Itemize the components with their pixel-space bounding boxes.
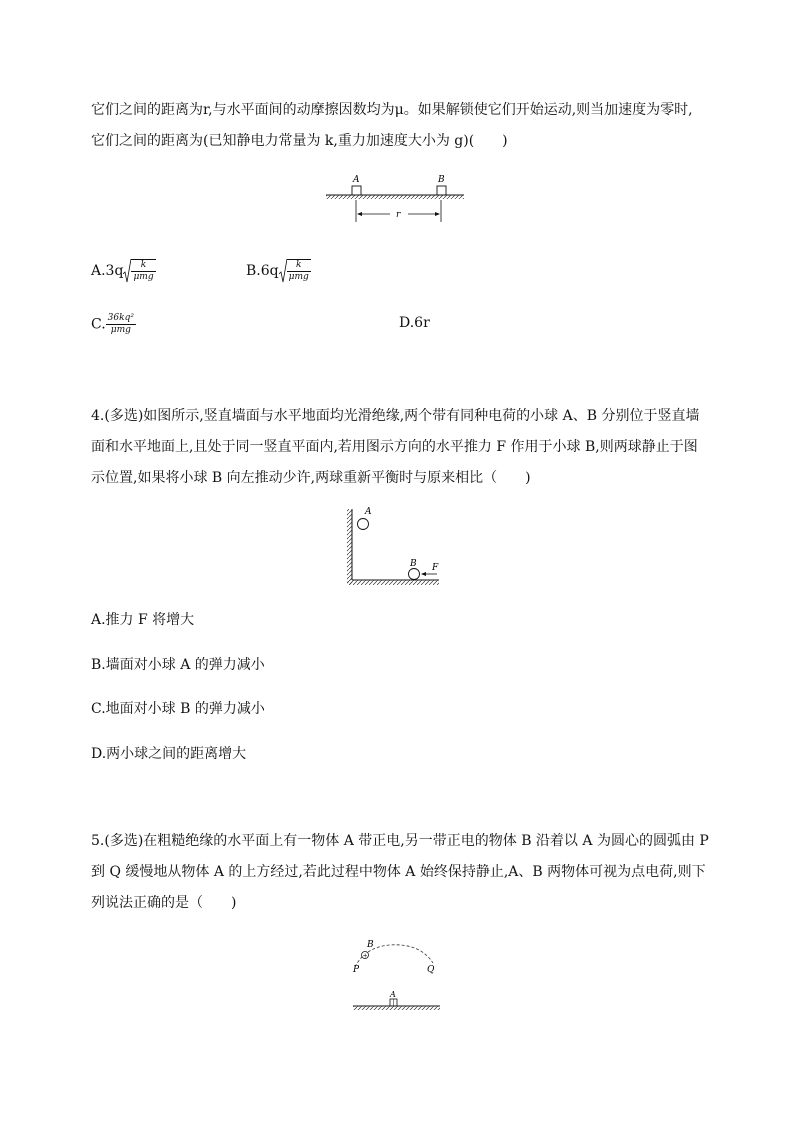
label-p: P [353,965,360,975]
label-b: B [410,559,417,569]
q3-option-a[interactable] [91,258,156,284]
q3-option-a-prefix: A.3q [91,263,124,279]
ball-b [409,569,420,580]
label-f: F [432,563,439,573]
q4-option-b[interactable]: B.墙面对小球 A 的弹力减小 [91,657,265,673]
q3-option-a-num: k [131,260,155,272]
q4-option-d[interactable]: D.两小球之间的距离增大 [91,746,247,762]
q4-text-line-3: 示位置,如果将小球 B 向左推动少许,两球重新平衡时与原来相比（ ) [91,470,531,486]
sqrt-sign [123,258,155,284]
label-a: A [390,990,396,999]
q3-option-c-num: 36kq² [107,313,134,323]
sqrt-sign [279,258,311,284]
q3-option-c-prefix: C. [91,316,106,333]
q3-option-a-den: μmg [133,272,154,282]
block-a [352,186,361,195]
block-b [437,186,446,195]
q3-figure [320,170,470,230]
ball-a [358,519,369,530]
q5-text-line-3: 列说法正确的是（ ) [91,895,237,911]
q3-option-b-prefix: B.6q [246,263,279,279]
q4-text-line-2: 面和水平地面上,且处于同一竖直平面内,若用图示方向的水平推力 F 作用于小球 B,则两球静止于图 [91,439,698,455]
label-r: r [396,210,401,220]
label-b: B [438,175,445,185]
label-a: A [353,175,360,185]
q3-text-line-1: 它们之间的距离为r,与水平面间的动摩擦因数均为μ。如果解锁使它们开始运动,则当加速度为零时, [91,102,693,118]
q5-figure [345,935,450,1015]
label-q: Q [427,965,435,975]
q4-text-line-1: 4.(多选)如图所示,竖直墙面与水平地面均光滑绝缘,两个带有同种电荷的小球 A、B 分别位于竖直墙 [91,408,700,424]
q3-option-c[interactable] [91,313,136,336]
q3-option-c-den: μmg [110,325,131,335]
label-a: A [365,507,372,517]
q3-text-line-2: 它们之间的距离为(已知静电力常量为 k,重力加速度大小为 g)( ) [91,133,508,149]
q3-option-b-num: k [287,260,311,272]
plus-sign: + [362,952,368,960]
q4-option-c[interactable]: C.地面对小球 B 的弹力减小 [91,701,265,717]
q5-text-line-1: 5.(多选)在粗糙绝缘的水平面上有一物体 A 带正电,另一带正电的物体 B 沿着以 A 为圆心的圆弧由 P [91,833,709,849]
q3-option-d[interactable]: D.6r [399,315,430,331]
label-b: B [367,940,374,950]
q3-option-b[interactable] [246,258,311,284]
q3-option-b-den: μmg [288,272,309,282]
q5-text-line-2: 到 Q 缓慢地从物体 A 的上方经过,若此过程中物体 A 始终保持静止,A、B 两物体可视为点电荷,则下 [91,864,706,880]
q4-option-a[interactable]: A.推力 F 将增大 [91,612,195,628]
q4-figure [345,505,445,590]
